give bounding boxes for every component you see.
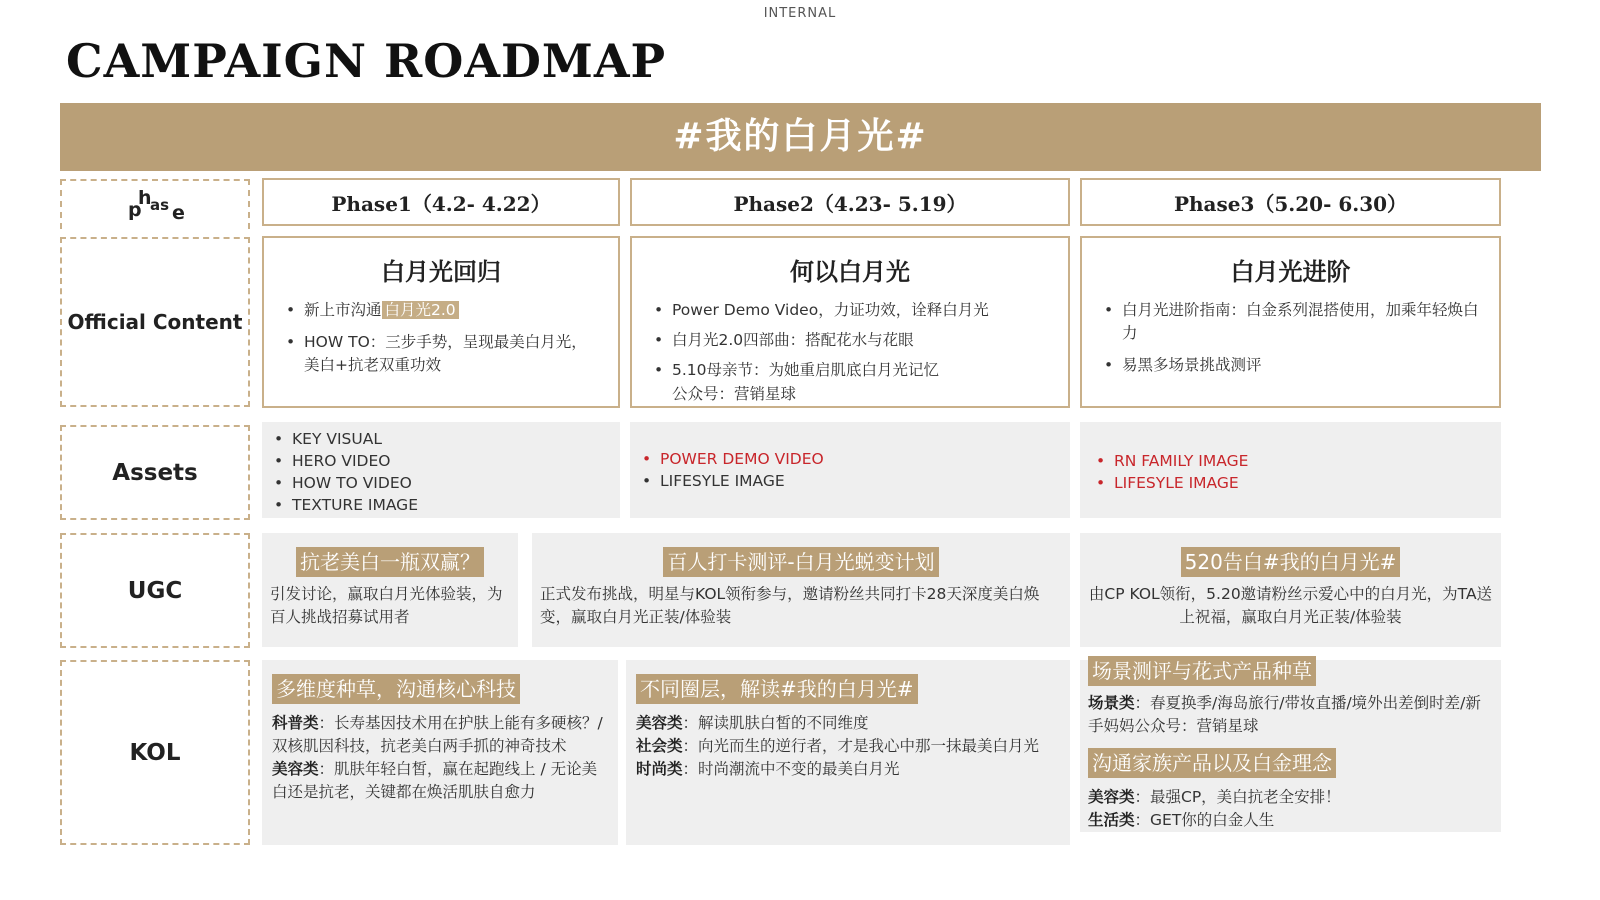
official-phase2-title: 何以白月光 bbox=[790, 258, 910, 286]
official-phase2-item: • 5.10母亲节：为她重启肌底白月光记忆 bbox=[650, 359, 1050, 381]
phase3-header: Phase3（5.20- 6.30） bbox=[1080, 178, 1501, 226]
highlight-text: 白月光2.0 bbox=[382, 301, 459, 319]
kol-label: KOL bbox=[60, 660, 250, 845]
asset-item-highlighted: • POWER DEMO VIDEO bbox=[638, 448, 1062, 470]
kol-tag: 沟通家族产品以及白金理念 bbox=[1088, 748, 1336, 778]
official-phase3-item: • 白月光进阶指南：白金系列混搭使用，加乘年轻焕白力 bbox=[1100, 299, 1481, 345]
assets-phase1 bbox=[262, 422, 620, 518]
phase-label-e: e bbox=[172, 202, 185, 224]
ugc-phase2 bbox=[532, 533, 1070, 647]
kol-tag: 多维度种草，沟通核心科技 bbox=[272, 674, 520, 704]
official-phase3-item: • 易黑多场景挑战测评 bbox=[1100, 354, 1481, 377]
kol-item: 社会类：向光而生的逆行者，才是我心中那一抹最美白月光 bbox=[636, 737, 1040, 755]
phase-label bbox=[60, 179, 250, 229]
asset-item: • LIFESYLE IMAGE bbox=[638, 470, 1062, 492]
ugc-phase3 bbox=[1080, 533, 1501, 647]
kol-item: 场景类：春夏换季/海岛旅行/带妆直播/境外出差倒时差/新手妈妈公众号：营销星球 bbox=[1088, 694, 1481, 735]
official-phase2 bbox=[630, 236, 1070, 408]
official-phase1-item: • 新上市沟通 白月光2.0 bbox=[282, 299, 600, 322]
kol-tag: 不同圈层，解读#我的白月光# bbox=[636, 674, 918, 704]
internal-label: INTERNAL bbox=[763, 6, 837, 21]
asset-item-highlighted: • LIFESYLE IMAGE bbox=[1092, 472, 1493, 494]
kol-phase3 bbox=[1080, 660, 1501, 832]
ugc-text: 正式发布挑战，明星与KOL领衔参与，邀请粉丝共同打卡28天深度美白焕变，赢取白月光正装/体验装 bbox=[540, 585, 1040, 626]
assets-phase3 bbox=[1080, 422, 1501, 518]
kol-item: 生活类：GET你的白金人生 bbox=[1088, 811, 1275, 829]
page-title: CAMPAIGN ROADMAP bbox=[66, 34, 667, 88]
kol-phase2 bbox=[626, 660, 1070, 845]
official-phase2-item: • 白月光2.0四部曲：搭配花水与花眼 bbox=[650, 329, 1050, 351]
phase2-header: Phase2（4.23- 5.19） bbox=[630, 178, 1070, 226]
assets-label: Assets bbox=[60, 425, 250, 520]
kol-item: 美容类：解读肌肤白皙的不同维度 bbox=[636, 714, 869, 732]
asset-item: • HERO VIDEO bbox=[270, 450, 612, 472]
official-phase3-title: 白月光进阶 bbox=[1230, 258, 1351, 286]
official-phase1-item: • HOW TO：三步手势，呈现最美白月光，美白+抗老双重功效 bbox=[282, 331, 600, 377]
asset-item: • TEXTURE IMAGE bbox=[270, 494, 612, 516]
kol-item: 美容类：最强CP，美白抗老全安排！ bbox=[1088, 788, 1341, 806]
official-phase1-title: 白月光回归 bbox=[381, 258, 501, 286]
campaign-banner: #我的白月光# bbox=[60, 103, 1541, 171]
official-phase3 bbox=[1080, 236, 1501, 408]
ugc-label: UGC bbox=[60, 533, 250, 648]
ugc-tag: 抗老美白一瓶双赢？ bbox=[296, 547, 484, 577]
kol-item: 时尚类：时尚潮流中不变的最美白月光 bbox=[636, 760, 900, 778]
assets-phase2 bbox=[630, 422, 1070, 518]
phase-label-h: h bbox=[138, 187, 152, 209]
official-phase1 bbox=[262, 236, 620, 408]
ugc-text: 引发讨论，赢取白月光体验装，为百人挑战招募试用者 bbox=[270, 585, 503, 626]
official-content-label: Official Content bbox=[60, 237, 250, 407]
kol-item: 美容类：肌肤年轻白皙，赢在起跑线上 / 无论美白还是抗老，关键都在焕活肌肤自愈力 bbox=[272, 760, 598, 801]
ugc-tag: 520告白#我的白月光# bbox=[1181, 547, 1401, 577]
asset-item: • KEY VISUAL bbox=[270, 428, 612, 450]
kol-item: 科普类：长寿基因技术用在护肤上能有多硬核？/ 双核肌因科技，抗老美白两手抓的神奇技术 bbox=[272, 714, 603, 755]
ugc-phase1 bbox=[262, 533, 518, 647]
kol-tag: 场景测评与花式产品种草 bbox=[1088, 656, 1316, 686]
ugc-text: 由CP KOL领衔，5.20邀请粉丝示爱心中的白月光，为TA送上祝福，赢取白月光正装/体验装 bbox=[1088, 585, 1493, 626]
official-phase2-note: 公众号：营销星球 bbox=[672, 385, 797, 403]
asset-item: • HOW TO VIDEO bbox=[270, 472, 612, 494]
ugc-tag: 百人打卡测评-白月光蜕变计划 bbox=[663, 547, 938, 577]
asset-item-highlighted: • RN FAMILY IMAGE bbox=[1092, 450, 1493, 472]
phase-label-p: p bbox=[128, 199, 142, 221]
official-phase2-item: • Power Demo Video，力证功效，诠释白月光 bbox=[650, 299, 1050, 321]
phase-label-as: as bbox=[150, 196, 170, 214]
phase1-header: Phase1（4.2- 4.22） bbox=[262, 178, 620, 226]
kol-phase1 bbox=[262, 660, 618, 845]
